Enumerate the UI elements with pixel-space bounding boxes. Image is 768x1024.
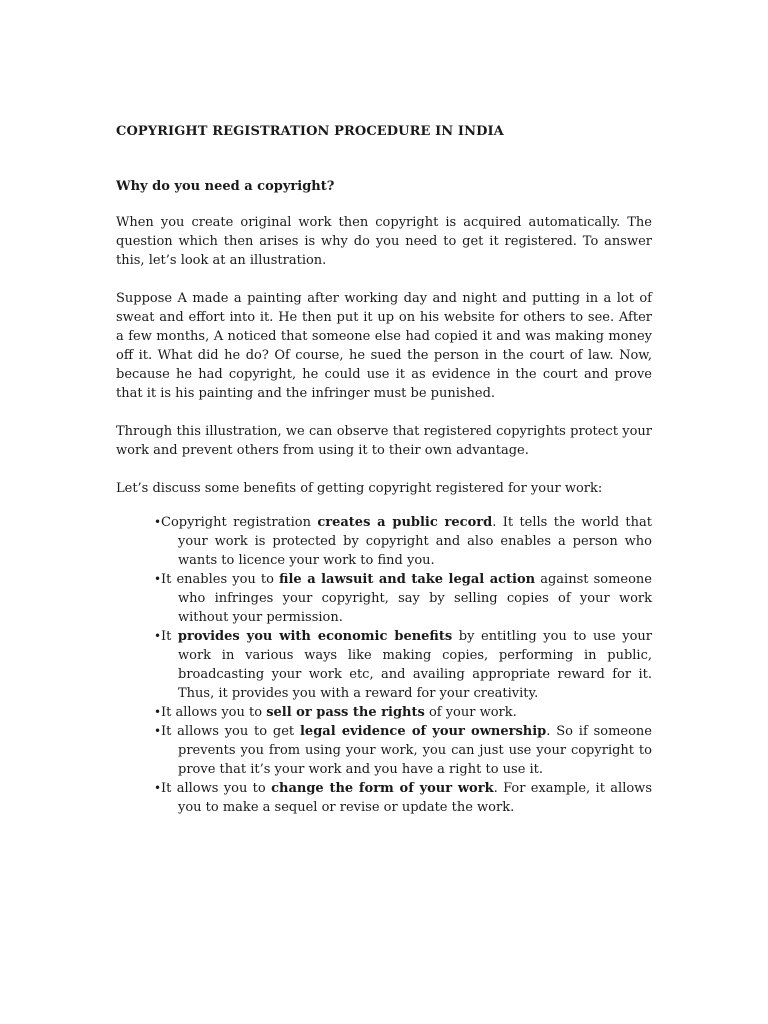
benefit-text-post: . For example, it allows you to make a sequel or revise or update the work. xyxy=(178,781,652,815)
benefits-list xyxy=(116,513,652,817)
list-item xyxy=(154,513,652,570)
benefits-intro: Let’s discuss some benefits of getting copyright registered for your work: xyxy=(116,481,603,496)
benefit-text-bold: sell or pass the rights xyxy=(266,705,425,720)
benefit-text-pre: It xyxy=(161,629,178,644)
list-item xyxy=(154,703,652,722)
section-heading: Why do you need a copyright? xyxy=(116,179,335,194)
bullet-icon: • xyxy=(154,572,162,586)
bullet-icon: • xyxy=(154,515,162,529)
list-item xyxy=(154,722,652,779)
benefit-text-post: of your work. xyxy=(424,705,517,720)
benefit-text-post: . So if someone prevents you from using your work, you can just use your copyright to prove that it’s your work and you have a right to use it. xyxy=(178,724,652,777)
list-item xyxy=(154,779,652,817)
document-title: COPYRIGHT REGISTRATION PROCEDURE IN INDIA xyxy=(116,124,504,139)
document-page xyxy=(116,122,652,817)
benefit-text-bold: change the form of your work xyxy=(271,781,494,796)
benefit-text-bold: file a lawsuit and take legal action xyxy=(279,572,536,587)
bullet-icon: • xyxy=(154,724,162,738)
benefit-text-bold: creates a public record xyxy=(317,515,493,530)
bullet-icon: • xyxy=(154,705,162,719)
paragraph-intro: When you create original work then copyright is acquired automatically. The question which then arises is why do you need to get it registered. To answer this, let’s look at an illustration. xyxy=(116,215,652,268)
benefit-text-post: . It tells the world that your work is protected by copyright and also enables a person who wants to licence your work to find you. xyxy=(178,515,653,568)
benefit-text-pre: It enables you to xyxy=(161,572,280,587)
bullet-icon: • xyxy=(154,781,162,795)
list-item xyxy=(154,627,652,703)
benefit-text-bold: provides you with economic benefits xyxy=(177,629,453,644)
benefit-text-post: against someone who infringes your copyright, say by selling copies of your work without your permission. xyxy=(178,572,652,625)
benefit-text-post: by entitling you to use your work in various ways like making copies, performing in public, broadcasting your work etc, and availing appropriate reward for it. Thus, it provides you with a reward for your creativity. xyxy=(178,629,652,701)
benefit-text-pre: It allows you to xyxy=(161,705,267,720)
bullet-icon: • xyxy=(154,629,162,643)
paragraph-illustration: Suppose A made a painting after working day and night and putting in a lot of sweat and effort into it. He then put it up on his website for others to see. After a few months, A noticed that someone else had copied it and was making money off it. What did he do? Of course, he sued the person in the court of law. Now, because he had copyright, he could use it as evidence in the court and prove that it is his painting and the infringer must be punished. xyxy=(116,291,652,401)
benefit-text-pre: It allows you to xyxy=(161,781,272,796)
benefit-text-pre: Copyright registration xyxy=(161,515,318,530)
paragraph-conclusion: Through this illustration, we can observe that registered copyrights protect your work and prevent others from using it to their own advantage. xyxy=(116,424,652,458)
benefit-text-bold: legal evidence of your ownership xyxy=(299,724,547,739)
list-item xyxy=(154,570,652,627)
benefit-text-pre: It allows you to get xyxy=(161,724,300,739)
